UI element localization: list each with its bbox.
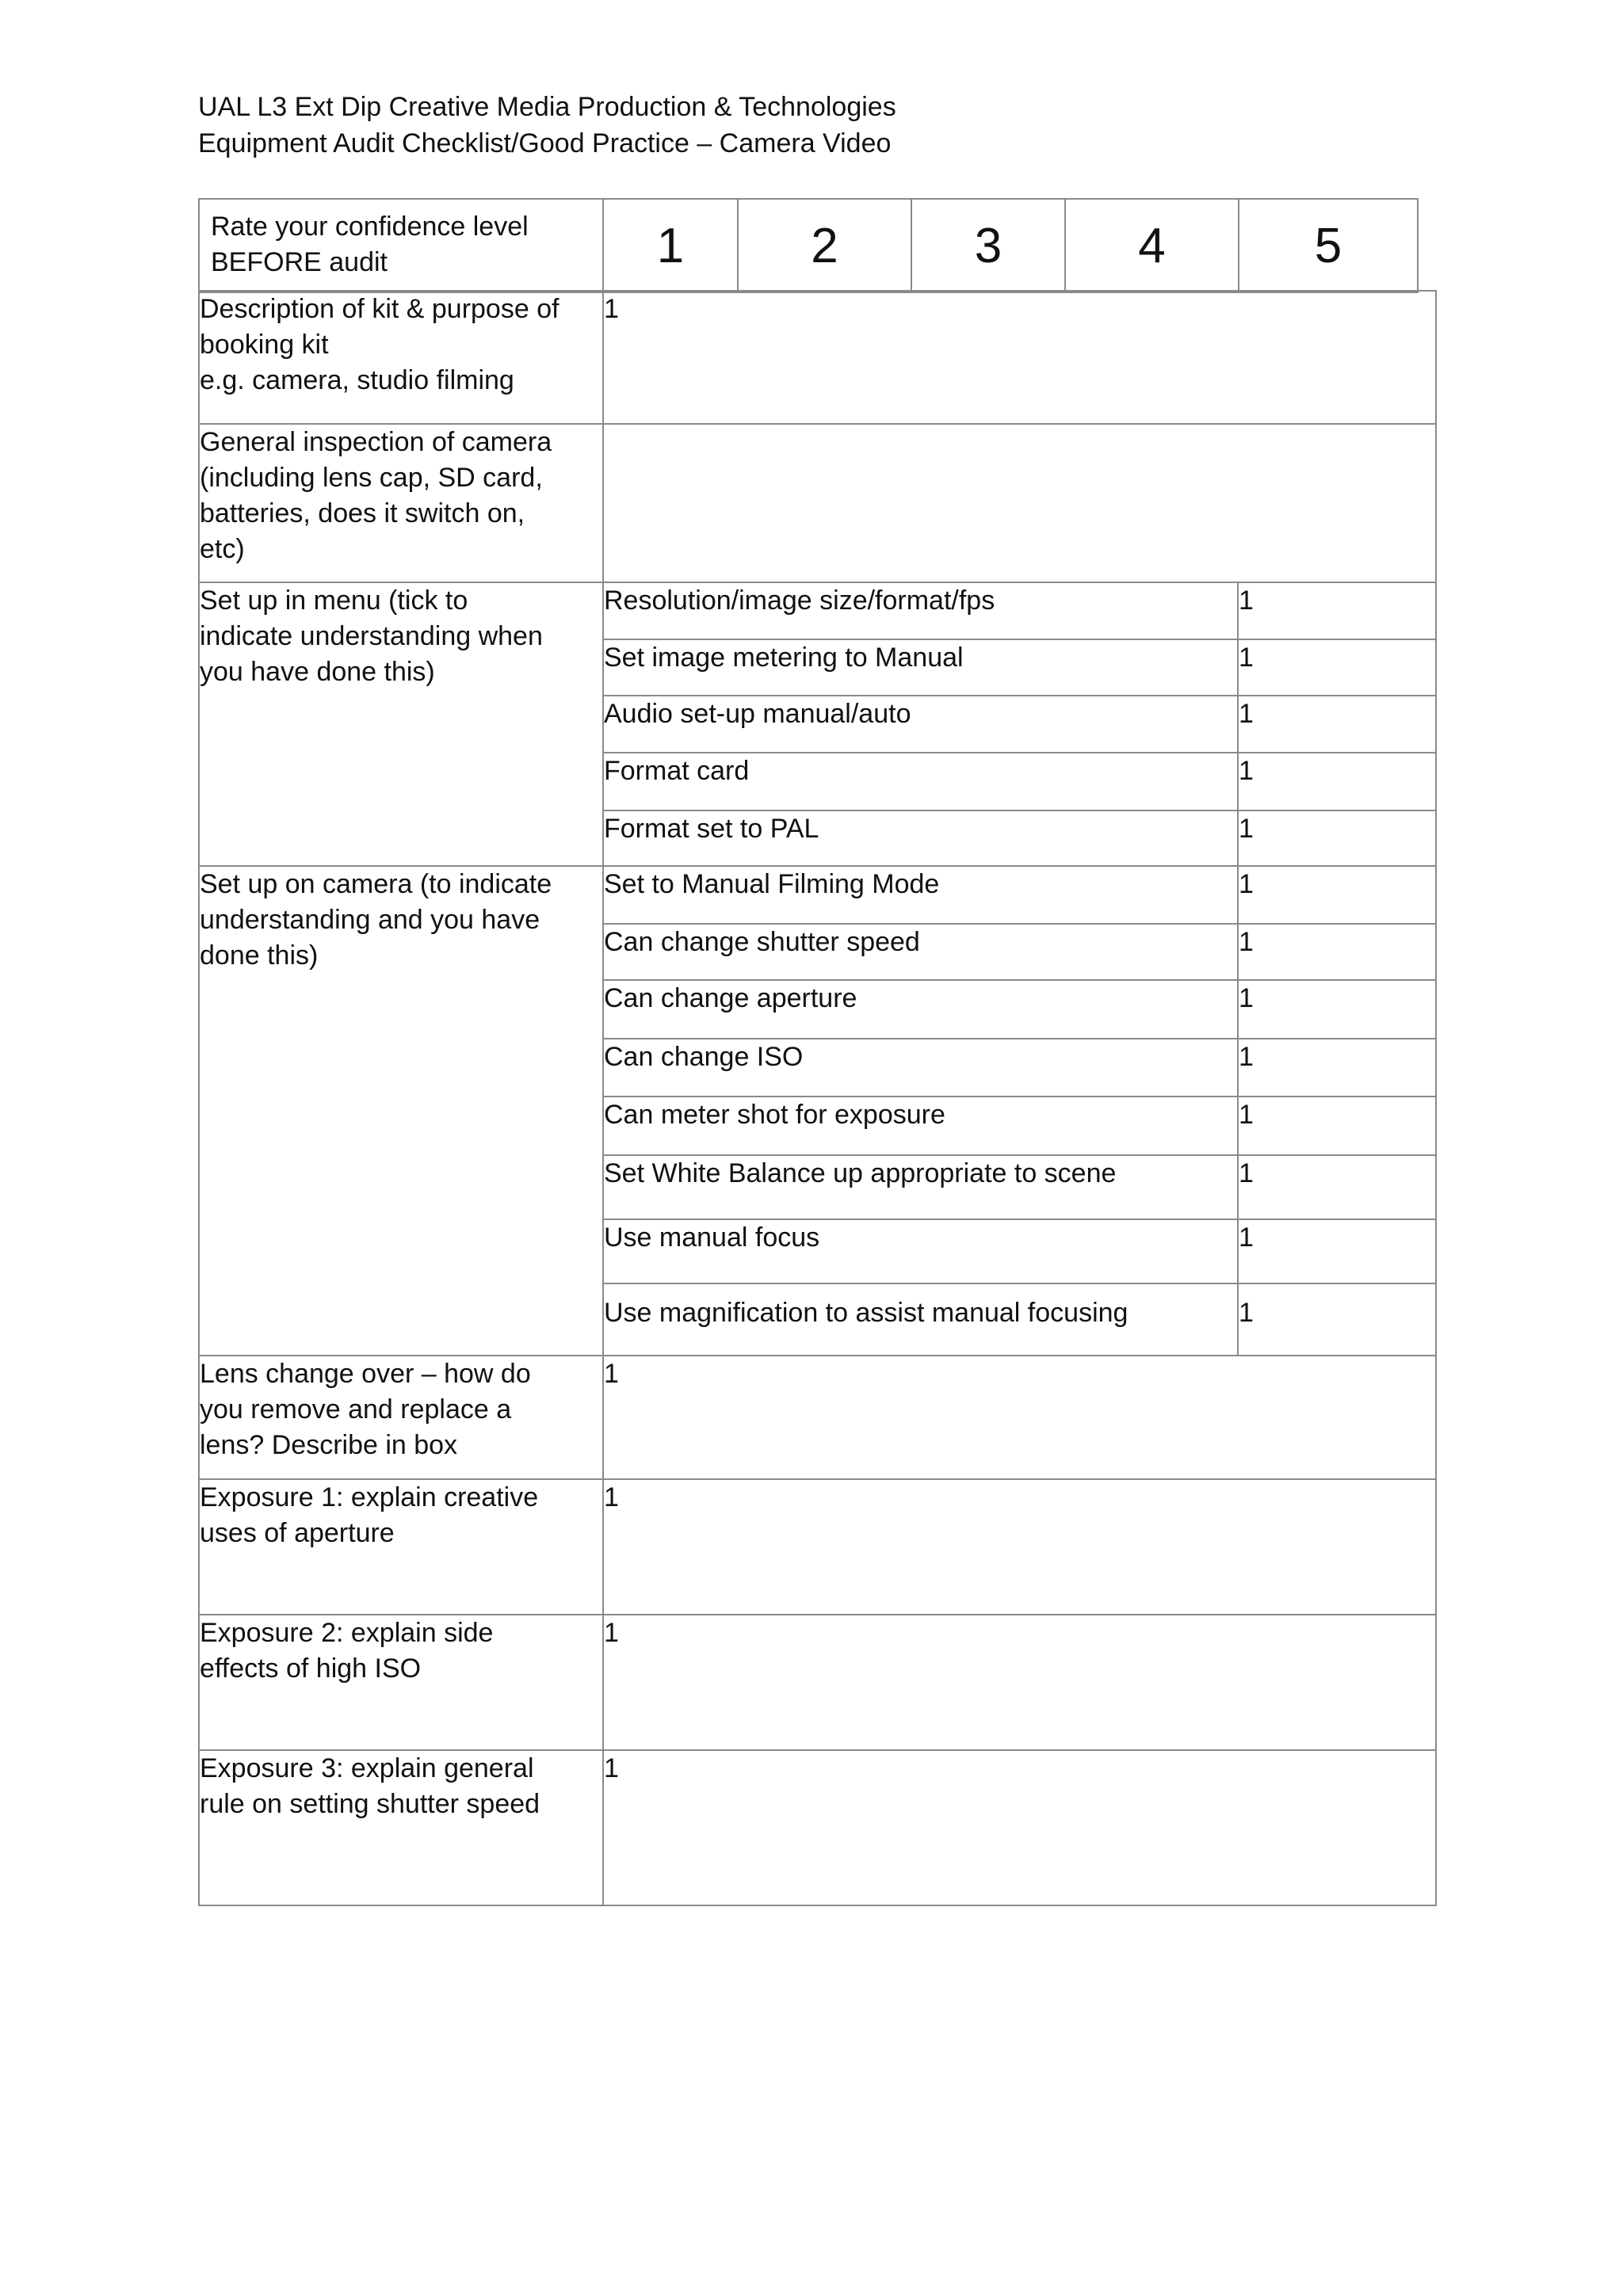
exposure2-label: Exposure 2: explain side effects of high ISO bbox=[199, 1615, 603, 1750]
checklist-item: Set to Manual Filming Mode bbox=[603, 866, 1238, 924]
document-header bbox=[198, 89, 896, 162]
checklist-item: Can change ISO bbox=[603, 1039, 1238, 1097]
inspection-label: General inspection of camera (including lens cap, SD card, batteries, does it switch on, etc) bbox=[199, 424, 603, 582]
menu-setup-label: Set up in menu (tick to indicate understanding when you have done this) bbox=[199, 582, 603, 866]
checklist-item: Can change aperture bbox=[603, 980, 1238, 1039]
checklist-item: Set image metering to Manual bbox=[603, 639, 1238, 696]
confidence-option-4[interactable]: 4 bbox=[1065, 199, 1239, 292]
exposure2-answer-field[interactable]: 1 bbox=[603, 1615, 1436, 1750]
lens-change-label: Lens change over – how do you remove and replace a lens? Describe in box bbox=[199, 1356, 603, 1479]
checklist-tick-field[interactable]: 1 bbox=[1238, 924, 1436, 980]
inspection-answer-field[interactable] bbox=[603, 424, 1436, 582]
checklist-title: Equipment Audit Checklist/Good Practice – Camera Video bbox=[198, 128, 892, 158]
checklist-tick-field[interactable]: 1 bbox=[1238, 696, 1436, 753]
checklist-tick-field[interactable]: 1 bbox=[1238, 1039, 1436, 1097]
confidence-option-3[interactable]: 3 bbox=[911, 199, 1065, 292]
checklist-tick-field[interactable]: 1 bbox=[1238, 753, 1436, 810]
checklist-item: Audio set-up manual/auto bbox=[603, 696, 1238, 753]
exposure3-label: Exposure 3: explain general rule on setting shutter speed bbox=[199, 1750, 603, 1905]
checklist-item: Can meter shot for exposure bbox=[603, 1097, 1238, 1155]
checklist-tick-field[interactable]: 1 bbox=[1238, 1155, 1436, 1219]
confidence-option-2[interactable]: 2 bbox=[738, 199, 911, 292]
confidence-label: Rate your confidence level BEFORE audit bbox=[199, 199, 603, 292]
exposure1-label: Exposure 1: explain creative uses of aperture bbox=[199, 1479, 603, 1615]
checklist-item: Use manual focus bbox=[603, 1219, 1238, 1283]
checklist-item: Resolution/image size/format/fps bbox=[603, 582, 1238, 639]
checklist-item: Format set to PAL bbox=[603, 810, 1238, 866]
confidence-option-1[interactable]: 1 bbox=[603, 199, 738, 292]
checklist-item: Format card bbox=[603, 753, 1238, 810]
course-title: UAL L3 Ext Dip Creative Media Production & Technologies bbox=[198, 92, 896, 122]
confidence-rating-table bbox=[198, 198, 1419, 293]
checklist-item: Can change shutter speed bbox=[603, 924, 1238, 980]
checklist-tick-field[interactable]: 1 bbox=[1238, 980, 1436, 1039]
description-label: Description of kit & purpose of booking kit e.g. camera, studio filming bbox=[199, 291, 603, 424]
checklist-item: Set White Balance up appropriate to scene bbox=[603, 1155, 1238, 1219]
checklist-tick-field[interactable]: 1 bbox=[1238, 810, 1436, 866]
checklist-tick-field[interactable]: 1 bbox=[1238, 1219, 1436, 1283]
checklist-item: Use magnification to assist manual focusing bbox=[603, 1283, 1238, 1356]
checklist-tick-field[interactable]: 1 bbox=[1238, 639, 1436, 696]
lens-change-answer-field[interactable]: 1 bbox=[603, 1356, 1436, 1479]
description-answer-field[interactable]: 1 bbox=[603, 291, 1436, 424]
audit-checklist-table bbox=[198, 290, 1437, 1906]
exposure1-answer-field[interactable]: 1 bbox=[603, 1479, 1436, 1615]
checklist-tick-field[interactable]: 1 bbox=[1238, 866, 1436, 924]
exposure3-answer-field[interactable]: 1 bbox=[603, 1750, 1436, 1905]
confidence-option-5[interactable]: 5 bbox=[1239, 199, 1418, 292]
checklist-tick-field[interactable]: 1 bbox=[1238, 582, 1436, 639]
checklist-tick-field[interactable]: 1 bbox=[1238, 1097, 1436, 1155]
camera-setup-label: Set up on camera (to indicate understanding and you have done this) bbox=[199, 866, 603, 1356]
checklist-tick-field[interactable]: 1 bbox=[1238, 1283, 1436, 1356]
